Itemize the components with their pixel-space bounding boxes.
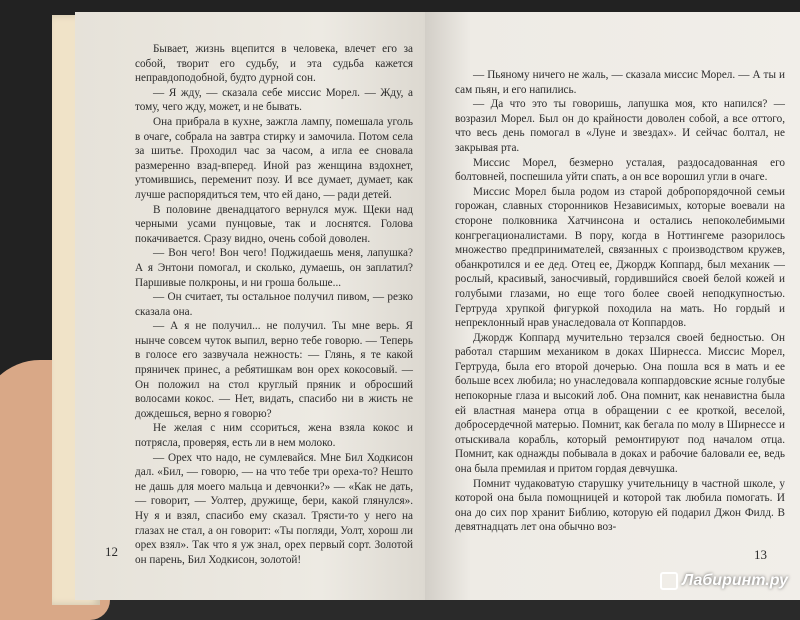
paragraph: Миссис Морел, безмерно усталая, раздосадованная его болтовней, поспешила уйти спать, а он все ворошил угли в очаге. (455, 156, 785, 184)
paragraph: — Вон чего! Вон чего! Поджидаешь меня, лапушка? А я Энтони помогал, и сколько, думаешь, он заплатил? Паршивые полкроны, и ни гроша больше... (135, 247, 413, 289)
watermark-text: Лабиринт.ру (682, 572, 788, 589)
paragraph: Помнит чудаковатую старушку учительницу в частной школе, у которой она была помощницей и которой так любила помогать. И она до сих пор хранит Библию, которую ей подарил Джон Филд. В девятнадцать лет она обычно воз- (455, 477, 785, 534)
paragraph: Она прибрала в кухне, зажгла лампу, помешала уголь в очаге, собрала на завтра стирку и замочила. Потом села за шитье. Проходил час за часом, а игла ее сновала размеренно взад-вперед. Иной раз женщина вздохнет, утомившись, переменит позу. И все думает, думает, как лучше распорядиться тем, что ей дано, — ради детей. (135, 115, 413, 201)
left-page (75, 12, 427, 600)
right-page (425, 12, 800, 600)
paragraph: — Да что это ты говоришь, лапушка моя, кто напился? — возразил Морел. Был он до крайности доволен собой, а все оттого, что весь день помогал в «Луне и звездах». И сейчас болтал, не закрывая рта. (455, 98, 785, 154)
page-number: 13 (754, 547, 767, 562)
paragraph: — Я жду, — сказала себе миссис Морел. — Жду, а тому, чего жду, может, и не бывать. (135, 86, 413, 114)
page-number: 12 (105, 544, 118, 559)
paragraph: — Орех что надо, не сумлевайся. Мне Бил Ходкисон дал. «Бил, — говорю, — на что тебе три ореха-то? Нешто не дашь для моего мальца и девчонки?» — «Как не дать, — говорит, — Уолтер, дружище, бери, какой глянулся». Ну я и взял, спасибо ему сказал. Трясти-то у него на глазах не стал, а он говорит: «Ты погляди, Уолт, хорош ли орех взял». Так что я уж знал, орех первый сорт. Золотой он парень, Бил Ходкисон, золотой! (135, 451, 413, 566)
paragraph: — Пьяному ничего не жаль, — сказала миссис Морел. — А ты и сам пьян, и его напились. (455, 69, 785, 96)
paragraph: Бывает, жизнь вцепится в человека, влечет его за собой, творит его судьбу, и эта судьба кажется неправдоподобной, будто дурной сон. (135, 43, 413, 85)
paragraph: — Он считает, ты остальное получил пивом, — резко сказала она. (135, 291, 413, 318)
paragraph: — А я не получил... не получил. Ты мне верь. Я нынче совсем чуток выпил, верно тебе говорю. — Теперь в голосе его зазвучала нежность: — Глянь, я те какой пряничек принес, а ребятишкам вон орех кокосовый. — Он положил на стол круглый пряник и обросший волосами кокос. — Нет, видать, спасибо ни в жисть не дождешься, верно я говорю? (135, 320, 413, 420)
right-page-text (455, 68, 785, 535)
watermark (660, 572, 788, 590)
paragraph: Миссис Морел была родом из старой добропорядочной семьи горожан, славных сторонников Независимых, которые воевали на стороне полковника Хатчинсона и остались непоколебимыми конгрегационалистами. В пору, когда в Ноттингеме разорилось множество предпринимателей, связанных с производством кружев, обанкротился и ее дед. Отец ее, Джордж Коппард, был механик — рослый, красивый, заносчивый, гордившийся своей белой кожей и голубыми глазами, но еще того более своей неподкупностью. Гертруда хрупкой фигуркой походила на мать. Но гордый и непреклонный нрав унаследовала от Коппардов. (455, 185, 785, 330)
left-page-text (135, 42, 413, 567)
paragraph: Джордж Коппард мучительно терзался своей бедностью. Он работал старшим механиком в доках Ширнесса. Миссис Морел, Гертруда, была его второй дочерью. Она пошла вся в мать и ее больше всех любила; но унаследовала коппардовские ясные голубые непокорные глаза и высокий лоб. Она помнит, как ненавистна была ей властная манера отца в обращении с ее кроткой, веселой, добросердечной матерью. Помнит, как бегала по молу в Ширнессе и отыскивала корабль, который ремонтируют под началом отца. Помнит, как однажды побывала в доках и рабочие баловали ее, ведь она была премилая и притом гордая девчушка. (455, 331, 785, 476)
labyrinth-logo-icon (660, 572, 678, 590)
paragraph: В половине двенадцатого вернулся муж. Щеки над черными усами пунцовые, так и лоснятся. Голова покачивается. Сразу видно, очень собой доволен. (135, 203, 413, 245)
paragraph: Не желая с ним ссориться, жена взяла кокос и потрясла, проверяя, есть ли в нем молоко. (135, 422, 413, 450)
